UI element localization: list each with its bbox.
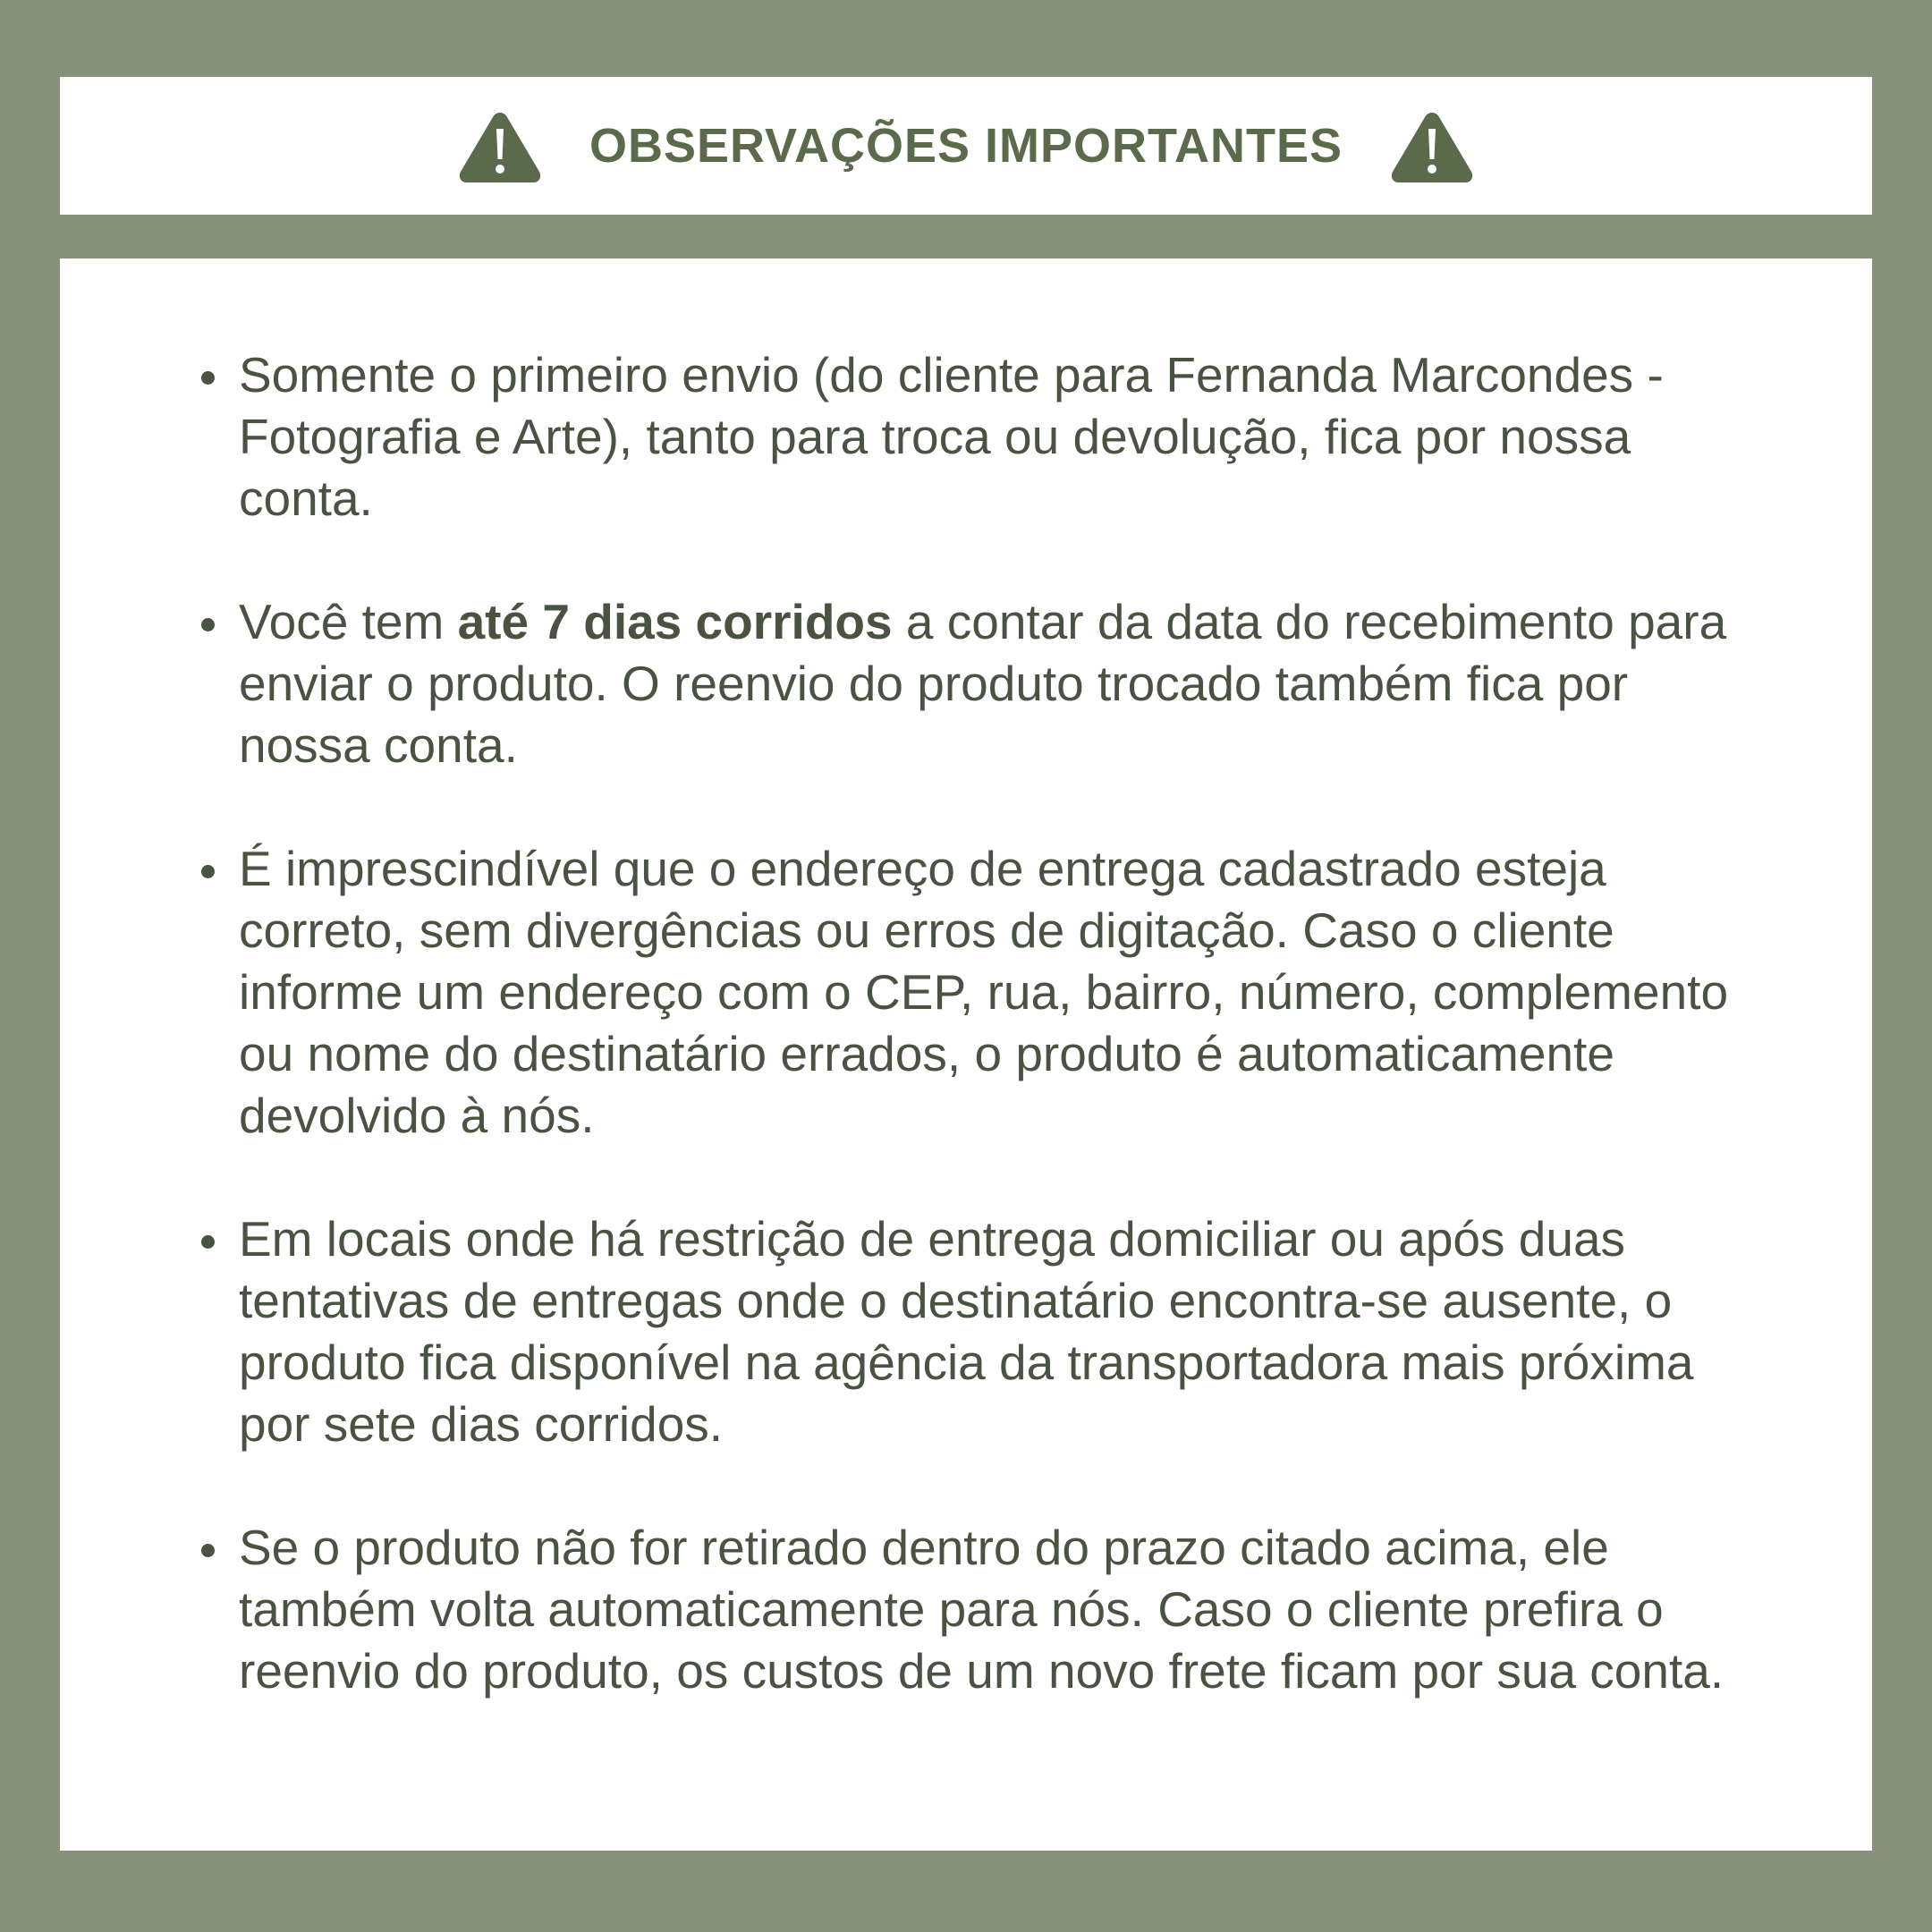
note-delivery-restriction <box>201 1208 1765 1455</box>
notes-list <box>201 344 1765 1702</box>
page-title: OBSERVAÇÕES IMPORTANTES <box>589 119 1343 173</box>
note-text: É imprescindível que o endereço de entrega cadastrado esteja correto, sem divergências ou erros de digitação. Caso o cliente informe um endereço com o CEP, rua, bairro, número, complemento ou nome do destinatário errados, o produto é automaticamente devolvido à nós. <box>239 841 1729 1143</box>
note-return-deadline <box>201 591 1765 776</box>
note-first-shipping <box>201 344 1765 530</box>
warning-icon <box>1389 107 1475 184</box>
content-panel <box>60 258 1872 1851</box>
note-text: Somente o primeiro envio (do cliente para Fernanda Marcondes - Fotografia e Arte), tanto para troca ou devolução, fica por nossa conta. <box>239 347 1664 526</box>
header-inner <box>457 107 1475 184</box>
note-text-after: a contar da data do recebimento para enviar o produto. O reenvio do produto trocado também fica por nossa conta. <box>239 594 1727 773</box>
warning-icon <box>457 107 543 184</box>
header-panel <box>60 77 1872 215</box>
note-address-correct <box>201 838 1765 1147</box>
note-text: Em locais onde há restrição de entrega domiciliar ou após duas tentativas de entregas onde o destinatário encontra-se ausente, o produto fica disponível na agência da transportadora mais próxima por sete dias corridos. <box>239 1211 1694 1452</box>
note-highlight: até 7 dias corridos <box>457 594 893 649</box>
note-text-before: Você tem <box>239 594 458 649</box>
note-not-picked-up <box>201 1517 1765 1702</box>
note-text: Se o produto não for retirado dentro do prazo citado acima, ele também volta automaticamente para nós. Caso o cliente prefira o reenvio do produto, os custos de um novo frete ficam por sua conta. <box>239 1520 1724 1699</box>
